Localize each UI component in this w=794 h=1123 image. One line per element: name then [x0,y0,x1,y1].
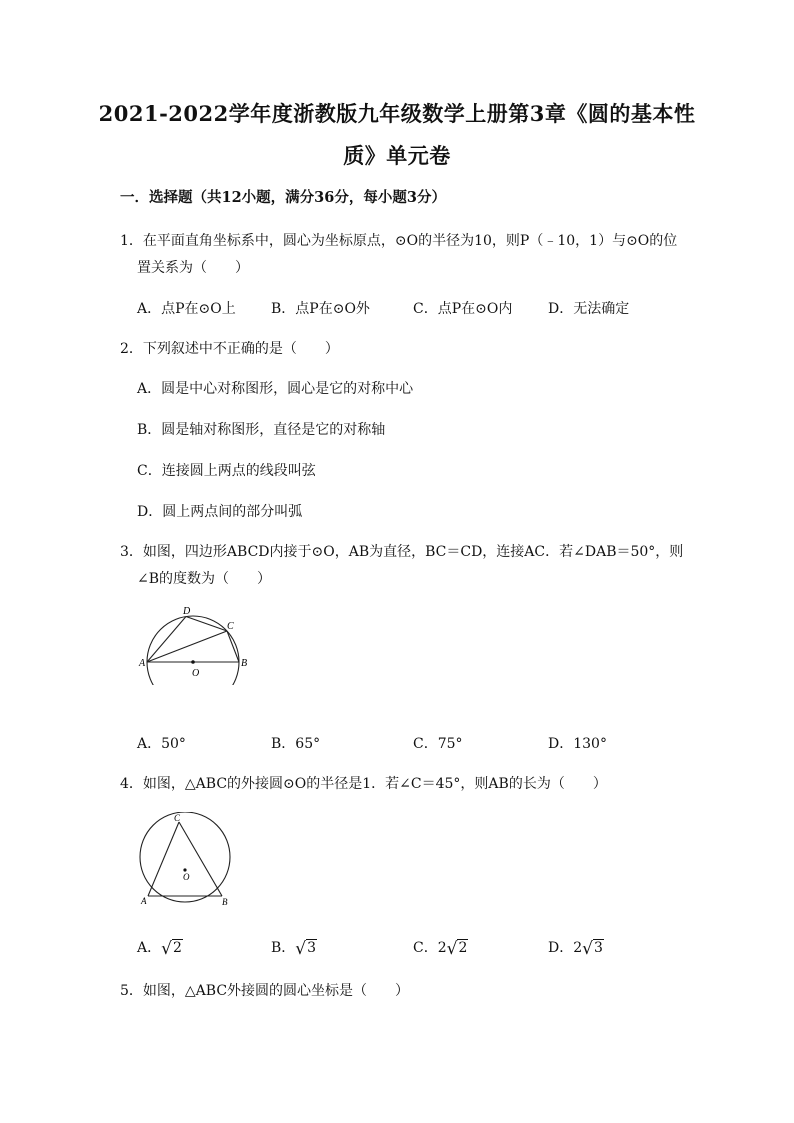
q4-option-d-radicand: 3 [594,940,603,956]
q2-option-d: D．圆上两点间的部分叫弧 [137,504,303,520]
q4-option-c-prefix: C． [413,940,438,956]
q3-option-a: A．50° [137,736,186,752]
q2-option-b: B．圆是轴对称图形，直径是它的对称轴 [137,422,386,438]
q3-stem-line-2: ∠B的度数为（ ） [137,571,272,587]
page-title-line-2: 质》单元卷 [343,143,451,168]
q3-label-c: C [227,621,234,632]
q4-label-b: B [222,897,228,907]
q4-label-o: O [183,872,190,882]
q2-stem: 2．下列叙述中不正确的是（ ） [120,341,339,357]
q3-chord-cb [227,631,239,662]
q3-chord-ac [147,631,227,662]
q3-label-b: B [241,658,248,669]
q4-figure [136,812,236,907]
q4-option-d-radical: √3 [582,939,603,959]
q2-option-c: C．连接圆上两点的线段叫弦 [137,463,316,479]
q4-option-a-prefix: A． [137,940,162,956]
q4-option-b [271,937,317,959]
q3-option-b: B．65° [271,736,321,752]
q3-figure [138,605,253,685]
q4-label-a: A [141,896,147,906]
page-title-line-1: 2021-2022学年度浙教版九年级数学上册第3章《圆的基本性 [98,101,696,126]
q3-option-c: C．75° [413,736,463,752]
q4-side-ac [148,822,179,896]
q3-option-d: D．130° [548,736,607,752]
q4-option-d-coef: 2 [573,940,583,956]
q4-side-bc [179,822,222,896]
q4-stem: 4．如图，△ABC的外接圆⊙O的半径是1．若∠C＝45°，则AB的长为（ ） [120,776,607,792]
q4-option-c-coef: 2 [437,940,447,956]
q1-stem-line-2: 置关系为（ ） [137,260,249,276]
q3-label-d: D [183,606,191,617]
q4-option-b-radical: √3 [295,939,317,959]
q3-label-a: A [139,658,146,669]
q4-option-d-prefix: D． [548,940,574,956]
q4-option-a [137,937,183,959]
q1-option-d: D．无法确定 [548,301,630,317]
q3-chord-dc [186,617,227,632]
q4-option-a-radicand: 2 [172,940,182,956]
q1-option-b: B．点P在⊙O外 [271,301,370,317]
q1-stem-line-1: 1．在平面直角坐标系中，圆心为坐标原点，⊙O的半径为10，则P（﹣10，1）与⊙O的位 [120,233,678,249]
q4-option-a-radical: √2 [161,939,182,959]
q4-option-c-radical: √2 [446,939,468,959]
q4-option-c [413,937,468,959]
q4-label-c: C [174,813,181,823]
q3-stem-line-1: 3．如图，四边形ABCD内接于⊙O，AB为直径，BC＝CD，连接AC．若∠DAB＝50°，则 [120,544,684,560]
q1-option-c: C．点P在⊙O内 [413,301,513,317]
q1-option-a: A．点P在⊙O上 [137,301,236,317]
q4-option-c-radicand: 2 [458,940,468,956]
q4-circle [140,812,230,902]
q3-label-o: O [192,668,200,679]
section-heading: 一．选择题（共12小题，满分36分，每小题3分） [120,189,446,206]
q4-option-d [548,937,604,959]
q2-option-a: A．圆是中心对称图形，圆心是它的对称中心 [137,381,414,397]
q4-option-b-radicand: 3 [307,940,317,956]
q3-center-dot [191,660,195,664]
q4-option-b-prefix: B． [271,940,296,956]
q5-stem: 5．如图，△ABC外接圆的圆心坐标是（ ） [120,983,410,999]
